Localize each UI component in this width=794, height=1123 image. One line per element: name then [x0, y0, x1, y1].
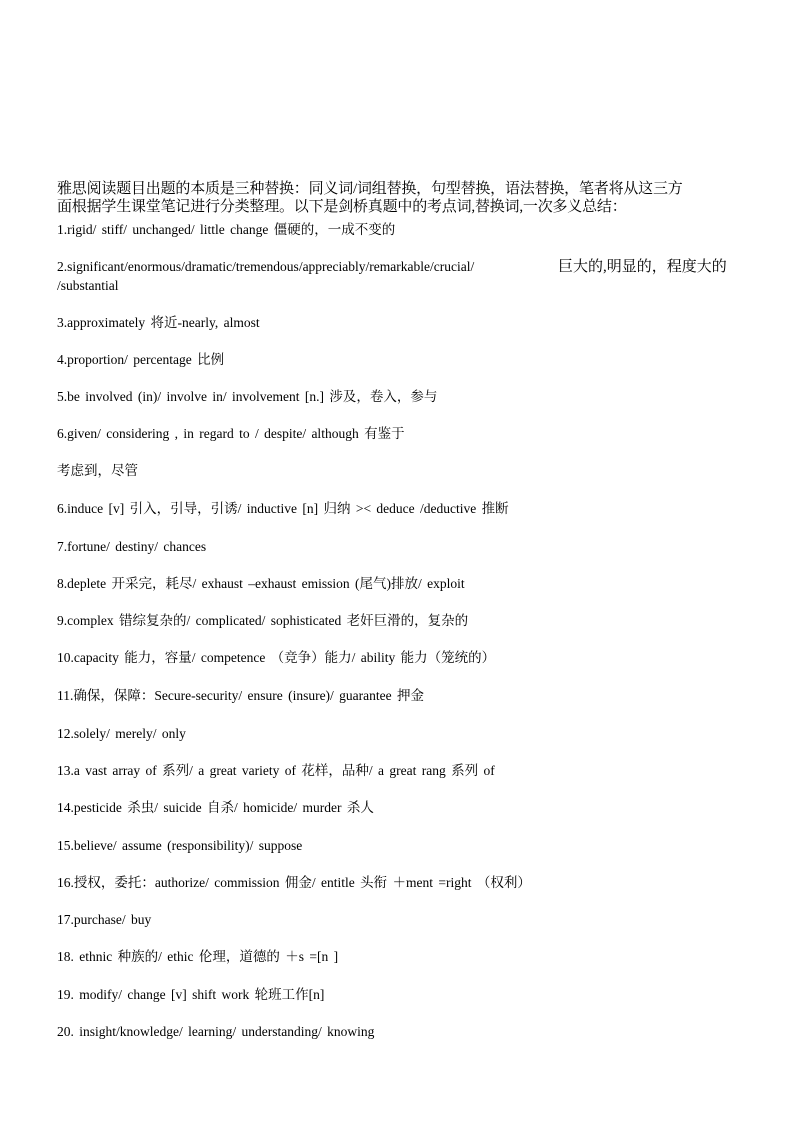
vocab-item-1: 1.rigid/ stiff/ unchanged/ little change 僵硬的，一成不变的 [57, 222, 396, 237]
vocab-item-10: 10.capacity 能力，容量/ competence （竞争）能力/ ability 能力（笼统的） [57, 650, 496, 665]
vocab-item-6-continued: 考虑到，尽管 [57, 463, 138, 478]
vocab-item-2-meaning: 巨大的,明显的，程度大的 [558, 259, 727, 275]
intro-paragraph [57, 180, 747, 216]
vocab-item-16: 16.授权，委托：authorize/ commission 佣金/ entitle 头衔 ＋ment =right （权利） [57, 875, 531, 890]
vocab-item-7: 7.fortune/ destiny/ chances [57, 539, 207, 554]
vocab-item-4: 4.proportion/ percentage 比例 [57, 352, 225, 367]
vocab-item-9: 9.complex 错综复杂的/ complicated/ sophisticated 老奸巨滑的，复杂的 [57, 613, 469, 628]
intro-line-2: 面根据学生课堂笔记进行分类整理。以下是剑桥真题中的考点词,替换词,一次多义总结： [57, 199, 627, 215]
vocab-item-17: 17.purchase/ buy [57, 912, 152, 927]
vocab-item-14: 14.pesticide 杀虫/ suicide 自杀/ homicide/ murder 杀人 [57, 800, 374, 815]
vocab-item-11: 11.确保，保障：Secure-security/ ensure (insure)/ guarantee 押金 [57, 688, 425, 703]
vocab-item-19: 19. modify/ change [v] shift work 轮班工作[n] [57, 987, 325, 1002]
vocab-item-3: 3.approximately 将近-nearly, almost [57, 315, 260, 330]
vocab-item-12: 12.solely/ merely/ only [57, 726, 186, 741]
intro-line-1: 雅思阅读题目出题的本质是三种替换：同义词/词组替换，句型替换，语法替换，笔者将从这三方 [57, 181, 683, 197]
vocab-item-5: 5.be involved (in)/ involve in/ involvement [n.] 涉及，卷入，参与 [57, 389, 438, 404]
vocab-item-6: 6.given/ considering , in regard to / despite/ although 有鉴于 [57, 426, 405, 441]
vocab-item-13: 13.a vast array of 系列/ a great variety of 花样，品种/ a great rang 系列 of [57, 763, 495, 778]
vocab-item-18: 18. ethnic 种族的/ ethic 伦理，道德的 ＋s =[n ] [57, 949, 339, 964]
vocab-item-2-continued: /substantial [57, 278, 119, 293]
vocab-item-15: 15.believe/ assume (responsibility)/ suppose [57, 838, 303, 853]
vocab-item-8: 8.deplete 开采完，耗尽/ exhaust –exhaust emission (尾气)排放/ exploit [57, 576, 465, 591]
vocab-item-induce: 6.induce [v] 引入，引导，引诱/ inductive [n] 归纳 >< deduce /deductive 推断 [57, 501, 509, 516]
vocab-item-2-words: 2.significant/enormous/dramatic/tremendous/appreciably/remarkable/crucial/ [57, 259, 475, 274]
vocab-item-20: 20. insight/knowledge/ learning/ understanding/ knowing [57, 1024, 375, 1039]
